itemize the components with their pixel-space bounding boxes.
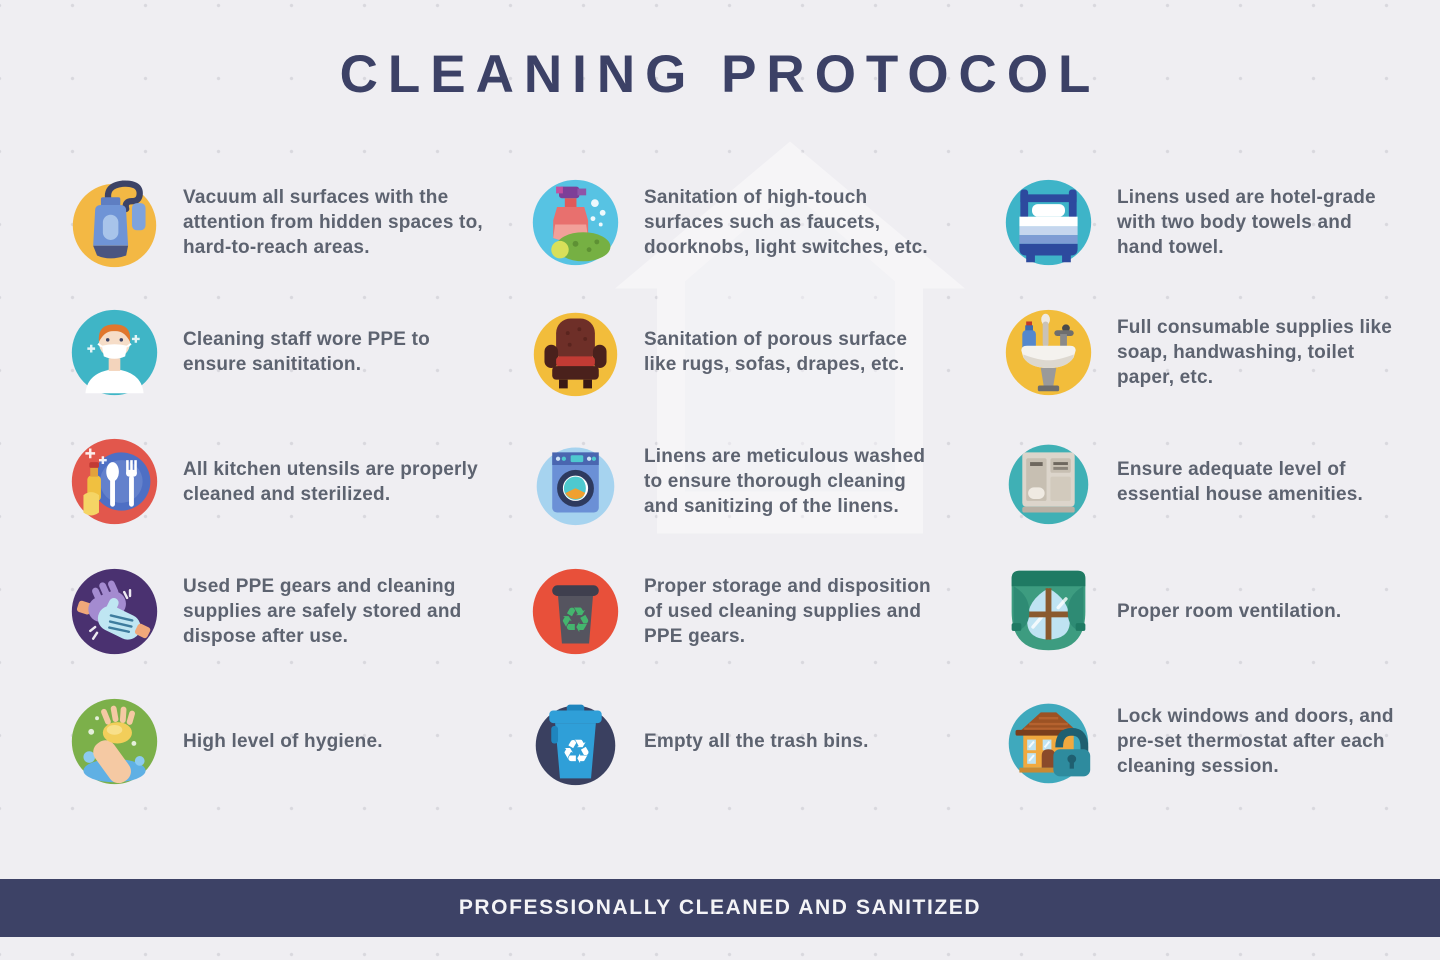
item-text: Empty all the trash bins. bbox=[644, 730, 869, 752]
protocol-item bbox=[66, 288, 527, 418]
item-text: Proper room ventilation. bbox=[1117, 601, 1342, 623]
protocol-item bbox=[1000, 158, 1396, 288]
svg-text:♻: ♻ bbox=[561, 731, 592, 771]
item-text: Ensure adequate level of essential house amenities. bbox=[1117, 458, 1363, 505]
footer-text: PROFESSIONALLY CLEANED AND SANITIZED bbox=[458, 896, 982, 919]
armchair-icon bbox=[527, 304, 624, 401]
protocol-item bbox=[1000, 676, 1396, 806]
kitchen-utensils-icon bbox=[66, 433, 163, 530]
protocol-grid bbox=[66, 158, 1396, 806]
item-text: Used PPE gears and cleaning supplies are safely stored and dispose after use. bbox=[183, 576, 462, 648]
item-text: Sanitation of high-touch surfaces such as faucets, doorknobs, light switches, etc. bbox=[644, 187, 928, 259]
protocol-item bbox=[527, 547, 1000, 677]
amenities-icon bbox=[1000, 433, 1097, 530]
protocol-item bbox=[527, 676, 1000, 806]
item-text: Sanitation of porous surface like rugs, sofas, drapes, etc. bbox=[644, 329, 908, 376]
item-text: All kitchen utensils are properly cleaned and sterilized. bbox=[183, 458, 478, 505]
item-text: High level of hygiene. bbox=[183, 730, 383, 752]
footer-banner bbox=[0, 879, 1440, 937]
item-text: Full consumable supplies like soap, handwashing, toilet paper, etc. bbox=[1117, 316, 1393, 388]
spray-sponge-icon bbox=[527, 174, 624, 271]
protocol-item bbox=[1000, 417, 1396, 547]
protocol-item bbox=[66, 547, 527, 677]
masked-cleaner-icon bbox=[66, 304, 163, 401]
window-icon bbox=[1000, 563, 1097, 660]
item-text: Linens are meticulous washed to ensure thorough cleaning and sanitizing of the linens. bbox=[644, 446, 926, 518]
item-text: Linens used are hotel-grade with two body towels and hand towel. bbox=[1117, 187, 1376, 259]
vacuum-icon bbox=[66, 174, 163, 271]
protocol-item bbox=[66, 158, 527, 288]
washing-machine-icon bbox=[527, 433, 624, 530]
sink-icon bbox=[1000, 304, 1097, 401]
gloves-icon bbox=[66, 563, 163, 660]
item-text: Proper storage and disposition of used cleaning supplies and PPE gears. bbox=[644, 576, 931, 648]
item-text: Cleaning staff wore PPE to ensure sanititation. bbox=[183, 329, 430, 376]
protocol-item bbox=[1000, 547, 1396, 677]
trash-bin-icon bbox=[527, 693, 624, 790]
svg-text:♻: ♻ bbox=[559, 600, 592, 641]
protocol-item bbox=[527, 288, 1000, 418]
protocol-item bbox=[66, 417, 527, 547]
protocol-item bbox=[66, 676, 527, 806]
item-text: Vacuum all surfaces with the attention from hidden spaces to, hard-to-reach areas. bbox=[183, 187, 483, 259]
protocol-item bbox=[527, 158, 1000, 288]
house-lock-icon bbox=[1000, 693, 1097, 790]
protocol-item bbox=[527, 417, 1000, 547]
soap-hand-icon bbox=[66, 693, 163, 790]
recycle-bin-icon bbox=[527, 563, 624, 660]
item-text: Lock windows and doors, and pre-set thermostat after each cleaning session. bbox=[1117, 705, 1394, 777]
protocol-item bbox=[1000, 288, 1396, 418]
page-title: CLEANING PROTOCOL bbox=[339, 45, 1101, 104]
bed-icon bbox=[1000, 174, 1097, 271]
